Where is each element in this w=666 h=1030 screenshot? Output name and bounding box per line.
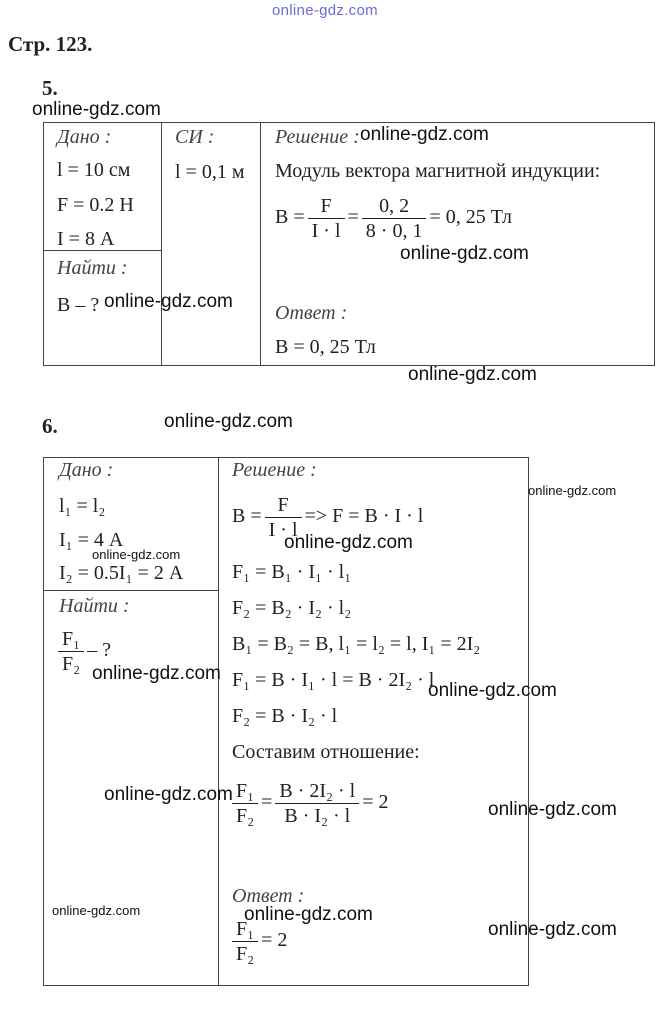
p6-line-1: F₁ = B₁ · I₁ · l₁	[232, 561, 352, 583]
p5-reshenie-label: Решение :	[275, 126, 360, 148]
p5-najti-label: Найти :	[57, 257, 128, 279]
p5-formula: B = $\frac{F}{I \cdot l}$ = $\frac{0, 2}{8 \cdot 0, 1}$ = 0, 25 Тл	[275, 195, 512, 242]
p6-line-3: B₁ = B₂ = B, l₁ = l₂ = l, I₁ = 2I₂	[232, 633, 481, 655]
problem-6-number: 6.	[42, 414, 58, 438]
watermark: online-gdz.com	[488, 919, 617, 940]
watermark: online-gdz.com	[164, 411, 293, 432]
watermark: online-gdz.com	[360, 124, 489, 145]
watermark: online-gdz.com	[52, 903, 141, 918]
watermark: online-gdz.com	[92, 547, 181, 562]
p6-reshenie-label: Решение :	[232, 459, 317, 481]
p6-otvet-value: $\frac{\text{F₁}}{\text{F₂}}$ = 2	[229, 917, 287, 966]
p6-line-5: F₂ = B · I₂ · l	[232, 705, 338, 727]
p5-si-label: СИ :	[175, 126, 215, 148]
p6-najti-label: Найти :	[59, 595, 130, 617]
p5-najti-value: B – ?	[57, 294, 100, 316]
p6-najti-value: $\frac{\text{F₁}}{\text{F₂}}$ – ?	[55, 627, 111, 676]
watermark: online-gdz.com	[104, 784, 233, 805]
p5-given-i: I = 8 А	[57, 228, 115, 250]
watermark: online-gdz.com	[244, 904, 373, 925]
problem-5-number: 5.	[42, 76, 58, 100]
problem-5-table	[43, 122, 655, 366]
watermark: online-gdz.com	[400, 243, 529, 264]
p6-line-2: F₂ = B₂ · I₂ · l₂	[232, 597, 352, 619]
watermark: online-gdz.com	[528, 483, 617, 498]
p5-given-f: F = 0.2 Н	[57, 194, 134, 216]
watermark: online-gdz.com	[284, 532, 413, 553]
p6-given-3: I₂ = 0.5I₁ = 2 А	[59, 562, 184, 584]
p5-otvet-label: Ответ :	[275, 302, 348, 324]
p6-formula-1: B = $\frac{F}{I \cdot l}$ => F = B · I · l	[232, 494, 424, 541]
p6-given-2: I₁ = 4 А	[59, 529, 124, 551]
watermark: online-gdz.com	[104, 291, 233, 312]
p5-si-value: l = 0,1 м	[175, 161, 245, 183]
p6-dano-label: Дано :	[59, 459, 114, 481]
p5-given-l: l = 10 см	[57, 159, 131, 181]
p5-otvet-value: B = 0, 25 Тл	[275, 336, 376, 358]
p6-line-4: F₁ = B · I₁ · l = B · 2I₂ · l	[232, 669, 435, 691]
p6-given-1: l₁ = l₂	[59, 495, 106, 517]
p6-ratio-formula: $\frac{\text{F₁}}{\text{F₂}}$ = $\frac{\text{B · 2I₂ · l}}{\text{B · I₂ · l}}$ = 2	[229, 779, 389, 828]
watermark: online-gdz.com	[32, 99, 161, 120]
watermark: online-gdz.com	[92, 663, 221, 684]
p5-text: Модуль вектора магнитной индукции:	[275, 160, 601, 182]
site-header: online-gdz.com	[272, 2, 378, 19]
p6-otvet-label: Ответ :	[232, 885, 305, 907]
watermark: online-gdz.com	[408, 364, 537, 385]
p5-dano-label: Дано :	[57, 126, 112, 148]
page-title: Стр. 123.	[8, 32, 93, 56]
watermark: online-gdz.com	[488, 799, 617, 820]
watermark: online-gdz.com	[428, 680, 557, 701]
p6-ratio-text: Составим отношение:	[232, 741, 420, 763]
